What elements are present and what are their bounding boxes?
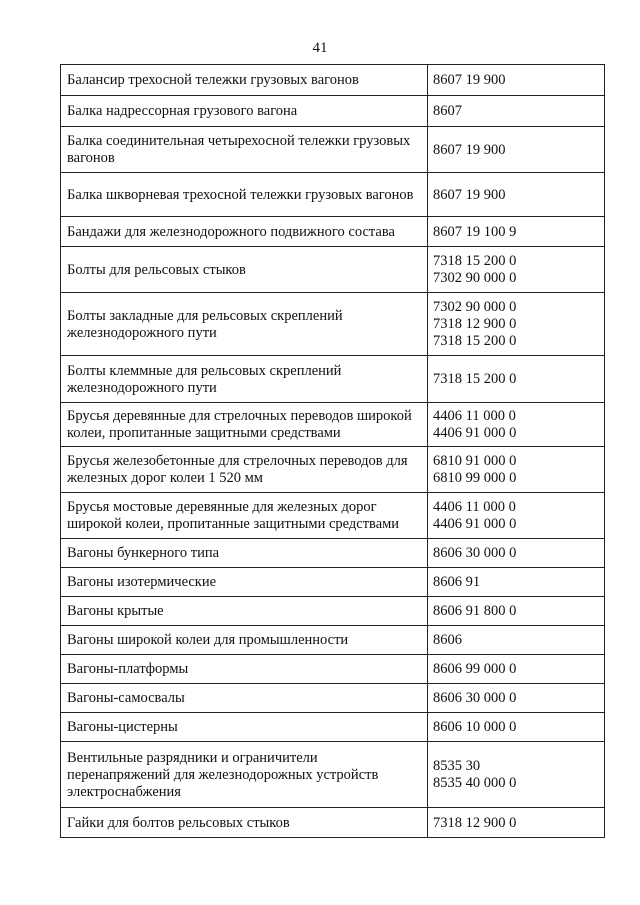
- table-row: [61, 217, 605, 247]
- item-name: Вагоны крытые: [61, 597, 428, 626]
- table-row: [61, 356, 605, 403]
- page-number: 41: [312, 40, 328, 56]
- code-value: 7318 12 900 0: [433, 814, 517, 831]
- table-row: [61, 403, 605, 447]
- code-value: 8606 91: [433, 574, 481, 590]
- item-codes: [428, 539, 605, 568]
- code-value: 8606: [433, 632, 462, 648]
- code-value: 7318 15 200 0: [433, 253, 517, 269]
- table-row: [61, 742, 605, 808]
- item-name: Брусья мостовые деревянные для железных дорог широкой колеи, пропитанные защитными средствами: [61, 493, 428, 539]
- code-value: 4406 91 000 0: [433, 425, 517, 441]
- item-codes: [428, 403, 605, 447]
- code-value: 6810 99 000 0: [433, 470, 517, 486]
- item-name: Балка шкворневая трехосной тележки грузовых вагонов: [61, 173, 428, 217]
- goods-code-table: [60, 64, 605, 838]
- code-value: 4406 11 000 0: [433, 499, 516, 515]
- code-value: 8606 30 000 0: [433, 690, 517, 706]
- table-row: [61, 597, 605, 626]
- table-row: [61, 65, 605, 96]
- code-value: 8606 10 000 0: [433, 719, 517, 735]
- code-value: 8606 91 800 0: [433, 603, 517, 619]
- code-value: 8607: [433, 103, 462, 119]
- table-body: [61, 65, 605, 838]
- table-row: [61, 626, 605, 655]
- item-codes: [428, 626, 605, 655]
- item-name: Гайки для болтов рельсовых стыков: [61, 808, 428, 838]
- table-row: [61, 539, 605, 568]
- item-name: Брусья железобетонные для стрелочных переводов для железных дорог колеи 1 520 мм: [61, 447, 428, 493]
- code-value: 8607 19 900: [433, 186, 506, 203]
- table-row: [61, 655, 605, 684]
- table-row: [61, 96, 605, 127]
- item-name: Вагоны-самосвалы: [61, 684, 428, 713]
- code-value: 4406 91 000 0: [433, 516, 517, 532]
- item-name: Вагоны бункерного типа: [61, 539, 428, 568]
- code-value: 8535 30: [433, 758, 481, 774]
- item-name: Болты клеммные для рельсовых скреплений железнодорожного пути: [61, 356, 428, 403]
- item-codes: [428, 127, 605, 173]
- item-codes: [428, 293, 605, 356]
- code-value: 4406 11 000 0: [433, 408, 516, 424]
- item-name: Балка надрессорная грузового вагона: [61, 96, 428, 127]
- item-name: Бандажи для железнодорожного подвижного состава: [61, 217, 428, 247]
- item-codes: [428, 173, 605, 217]
- item-codes: [428, 655, 605, 684]
- item-codes: [428, 96, 605, 127]
- code-value: 8535 40 000 0: [433, 775, 517, 791]
- item-codes: [428, 684, 605, 713]
- table-row: [61, 568, 605, 597]
- table-row: [61, 127, 605, 173]
- table-row: [61, 293, 605, 356]
- item-name: Балансир трехосной тележки грузовых вагонов: [61, 65, 428, 96]
- code-value: 7302 90 000 0: [433, 270, 517, 286]
- code-value: 7318 12 900 0: [433, 316, 517, 332]
- table-row: [61, 713, 605, 742]
- item-name: Вагоны широкой колеи для промышленности: [61, 626, 428, 655]
- item-codes: [428, 597, 605, 626]
- item-codes: [428, 808, 605, 838]
- item-codes: [428, 568, 605, 597]
- table-row: [61, 684, 605, 713]
- item-codes: [428, 713, 605, 742]
- code-value: 7318 15 200 0: [433, 371, 517, 387]
- item-name: Болты закладные для рельсовых скреплений железнодорожного пути: [61, 293, 428, 356]
- item-codes: [428, 356, 605, 403]
- table-row: [61, 447, 605, 493]
- code-value: 7318 15 200 0: [433, 333, 517, 349]
- item-name: Вагоны-платформы: [61, 655, 428, 684]
- item-codes: [428, 247, 605, 293]
- code-value: 8606 30 000 0: [433, 545, 517, 561]
- code-value: 6810 91 000 0: [433, 453, 517, 469]
- item-codes: [428, 493, 605, 539]
- item-codes: [428, 447, 605, 493]
- table-row: [61, 173, 605, 217]
- code-value: 7302 90 000 0: [433, 299, 517, 315]
- code-value: 8607 19 100 9: [433, 223, 517, 240]
- item-codes: [428, 65, 605, 96]
- item-name: Брусья деревянные для стрелочных переводов широкой колеи, пропитанные защитными средствами: [61, 403, 428, 447]
- item-name: Болты для рельсовых стыков: [61, 247, 428, 293]
- table-row: [61, 808, 605, 838]
- table-row: [61, 493, 605, 539]
- item-codes: [428, 217, 605, 247]
- item-name: Вагоны изотермические: [61, 568, 428, 597]
- item-codes: [428, 742, 605, 808]
- code-value: 8607 19 900: [433, 141, 506, 158]
- item-name: Вагоны-цистерны: [61, 713, 428, 742]
- code-value: 8606 99 000 0: [433, 661, 517, 677]
- table-row: [61, 247, 605, 293]
- code-value: 8607 19 900: [433, 72, 506, 88]
- item-name: Балка соединительная четырехосной тележки грузовых вагонов: [61, 127, 428, 173]
- item-name: Вентильные разрядники и ограничители перенапряжений для железнодорожных устройств электроснабжения: [61, 742, 428, 808]
